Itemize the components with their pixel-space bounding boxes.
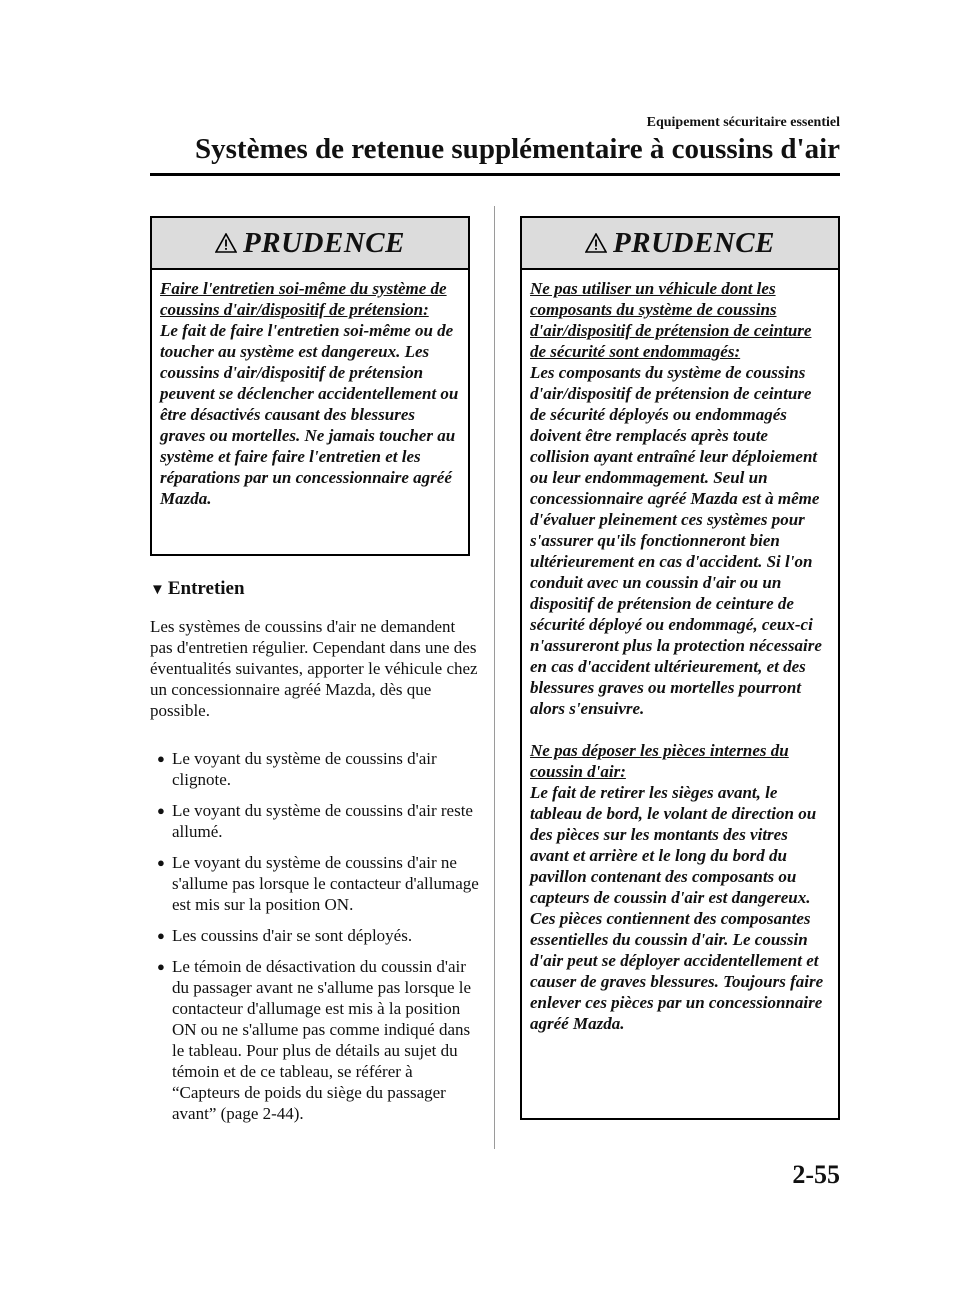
list-item-text: Le voyant du système de coussins d'air clignote. (172, 749, 437, 789)
page-title: Systèmes de retenue supplémentaire à coussins d'air (195, 133, 840, 165)
bullet-list (150, 748, 480, 1134)
header-rule (150, 173, 840, 176)
caution-title: PRUDENCE (243, 226, 405, 259)
list-item-text: Le voyant du système de coussins d'air reste allumé. (172, 801, 473, 841)
caution-header (522, 218, 838, 270)
caution-box-right (520, 216, 840, 1120)
caution-heading: Faire l'entretien soi-même du système de coussins d'air/dispositif de prétension: (160, 279, 447, 319)
caution-body (152, 270, 468, 509)
list-item-text: Le témoin de désactivation du coussin d'air du passager avant ne s'allume pas lorsque le contacteur d'allumage est mis à la position ON ou ne s'allume pas comme indiqué dans le tableau. Pour plus de détails au sujet du témoin et de ce tableau, se référer à “Capteurs de poids du siège du passager avant” (page 2-44). (172, 957, 472, 1123)
intro-paragraph: Les systèmes de coussins d'air ne demandent pas d'entretien régulier. Cependant dans une des éventualités suivantes, apporter le véhicule chez un concessionnaire agréé Mazda, dès que possible. (150, 617, 478, 720)
caution-body (522, 270, 838, 1034)
section-label: Equipement sécuritaire essentiel (646, 115, 840, 130)
caution-text: Le fait de faire l'entretien soi-même ou de toucher au système est dangereux. Les coussins d'air/dispositif de prétension peuvent se déclencher accidentellement ou être désactivés causant des blessures graves ou mortelles. Ne jamais toucher au système et faire faire l'entretien et les réparations par un concessionnaire agréé Mazda. (160, 321, 459, 508)
list-item-text: Le voyant du système de coussins d'air ne s'allume pas lorsque le contacteur d'allumage est mis sur la position ON. (172, 853, 479, 914)
section-heading-entretien (150, 578, 480, 600)
bullet-icon: ● (157, 959, 165, 974)
bullet-icon: ● (157, 855, 165, 870)
page-number: 2-55 (792, 1160, 840, 1189)
list-item (150, 800, 480, 842)
caution-heading: Ne pas déposer les pièces internes du coussin d'air: (530, 741, 789, 781)
warning-triangle-icon (585, 233, 607, 253)
caution-text: Les composants du système de coussins d'air/dispositif de prétension de ceinture de sécurité déployés ou endommagés doivent être remplacés après toute collision ayant entraîné leur déploiement ou leur endommagement. Seul un concessionnaire agréé Mazda est à même d'évaluer pleinement ces systèmes pour s'assurer qu'ils fonctionneront bien ultérieurement en cas d'accident. Si l'on conduit avec un coussin d'air ou un dispositif de prétension de ceinture de sécurité déployé ou endommagé, ceux-ci n'assureront plus la protection nécessaire en cas d'accident ultérieurement, et des blessures graves ou mortelles pourront alors s'ensuivre. (530, 363, 822, 718)
column-divider (494, 206, 495, 1149)
list-item (150, 925, 480, 946)
bullet-icon: ● (157, 928, 165, 943)
section-heading-text: Entretien (167, 578, 245, 599)
list-item (150, 748, 480, 790)
bullet-icon: ● (157, 751, 165, 766)
caution-box-left (150, 216, 470, 556)
bullet-icon: ● (157, 803, 165, 818)
triangle-marker-icon: ▼ (150, 582, 165, 598)
caution-header (152, 218, 468, 270)
caution-text: Le fait de retirer les sièges avant, le tableau de bord, le volant de direction ou des pièces sur les montants des vitres avant et arrière et le long du bord du pavillon contenant des composants ou capteurs de coussin d'air est dangereux. Ces pièces contiennent des composantes essentielles du coussin d'air. Le coussin d'air peut se déployer accidentellement et causer de graves blessures. Toujours faire enlever ces pièces par un concessionnaire agréé Mazda. (530, 783, 824, 1033)
list-item-text: Les coussins d'air se sont déployés. (172, 926, 413, 945)
caution-heading: Ne pas utiliser un véhicule dont les composants du système de coussins d'air/dispositif de prétension de ceinture de sécurité sont endommagés: (530, 279, 812, 361)
warning-triangle-icon (215, 233, 237, 253)
caution-title: PRUDENCE (613, 226, 775, 259)
list-item (150, 956, 480, 1124)
list-item (150, 852, 480, 915)
